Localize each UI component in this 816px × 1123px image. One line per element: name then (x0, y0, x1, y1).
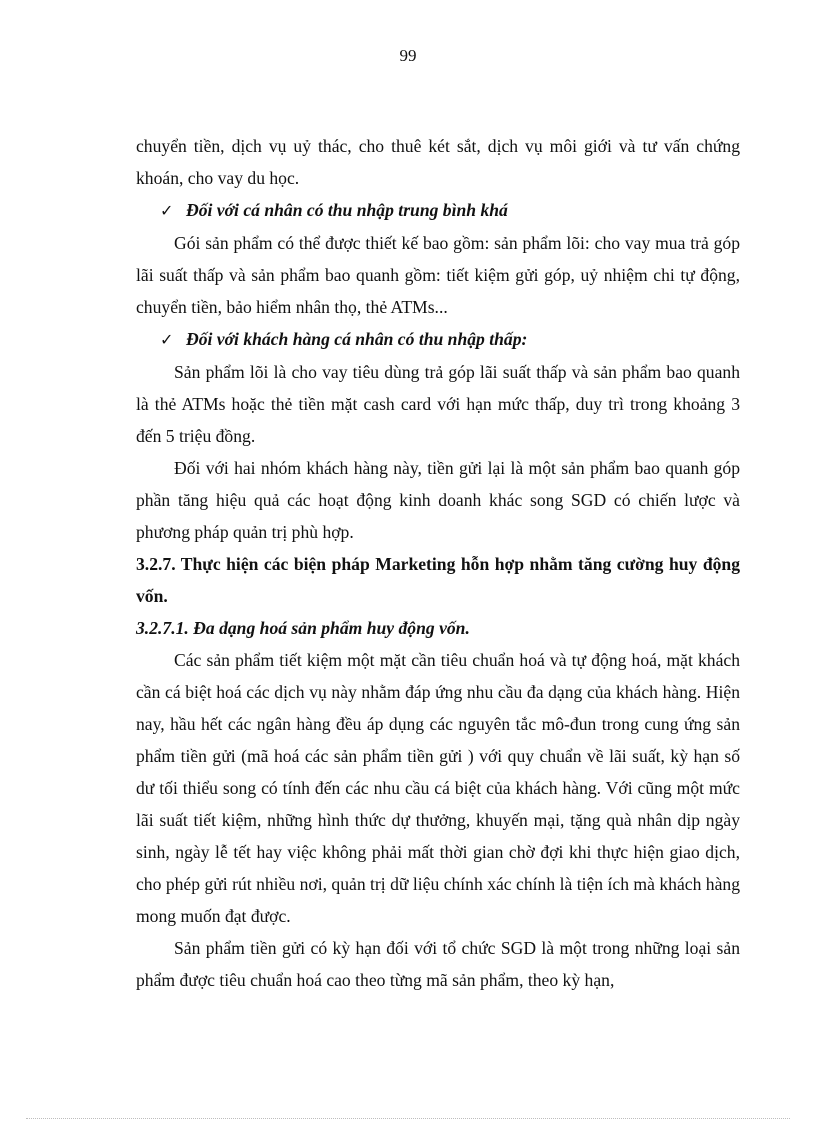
subsection-heading: 3.2.7.1. Đa dạng hoá sản phẩm huy động vốn. (136, 618, 470, 638)
paragraph: Các sản phẩm tiết kiệm một mặt cần tiêu chuẩn hoá và tự động hoá, mặt khách cần cá biệt hoá các dịch vụ này nhằm đáp ứng nhu cầu đa dạng của khách hàng. Hiện nay, hầu hết các ngân hàng đều áp dụng các nguyên tắc mô-đun trong cung ứng sản phẩm tiền gửi (mã hoá các sản phẩm tiền gửi ) với quy chuẩn về lãi suất, kỳ hạn số dư tối thiểu song có tính đến các nhu cầu cá biệt của khách hàng. Với cũng một mức lãi suất tiết kiệm, những hình thức dự thưởng, khuyến mại, tặng quà nhân dịp ngày sinh, ngày lễ tết hay việc không phải mất thời gian chờ đợi khi thực hiện giao dịch, cho phép gửi rút nhiều nơi, quản trị dữ liệu chính xác chính là tiện ích mà khách hàng mong muốn đạt được. (136, 650, 740, 926)
bullet-text: Đối với khách hàng cá nhân có thu nhập thấp: (186, 329, 528, 349)
check-icon: ✓ (160, 201, 174, 220)
check-icon: ✓ (160, 330, 174, 349)
page-number: 99 (399, 46, 417, 65)
bullet-item (136, 194, 740, 227)
footer-divider (26, 1118, 790, 1119)
paragraph: Sản phẩm lõi là cho vay tiêu dùng trả góp lãi suất thấp và sản phẩm bao quanh là thẻ ATMs hoặc thẻ tiền mặt cash card với hạn mức thấp, duy trì trong khoảng 3 đến 5 triệu đồng. (136, 362, 740, 446)
section-heading: 3.2.7. Thực hiện các biện pháp Marketing hỗn hợp nhằm tăng cường huy động vốn. (136, 554, 740, 606)
paragraph: chuyển tiền, dịch vụ uỷ thác, cho thuê két sắt, dịch vụ môi giới và tư vấn chứng khoán, cho vay du học. (136, 136, 740, 188)
bullet-text: Đối với cá nhân có thu nhập trung bình khá (186, 200, 508, 220)
body-text (136, 130, 740, 996)
paragraph: Đối với hai nhóm khách hàng này, tiền gửi lại là một sản phẩm bao quanh góp phần tăng hiệu quả các hoạt động kinh doanh khác song SGD có chiến lược và phương pháp quản trị phù hợp. (136, 458, 740, 542)
paragraph: Sản phẩm tiền gửi có kỳ hạn đối với tổ chức SGD là một trong những loại sản phẩm được tiêu chuẩn hoá cao theo từng mã sản phẩm, theo kỳ hạn, (136, 938, 740, 990)
bullet-item (136, 323, 740, 356)
paragraph: Gói sản phẩm có thể được thiết kế bao gồm: sản phẩm lõi: cho vay mua trả góp lãi suất thấp và sản phẩm bao quanh gồm: tiết kiệm gửi góp, uỷ nhiệm chi tự động, chuyển tiền, bảo hiểm nhân thọ, thẻ ATMs... (136, 233, 740, 317)
